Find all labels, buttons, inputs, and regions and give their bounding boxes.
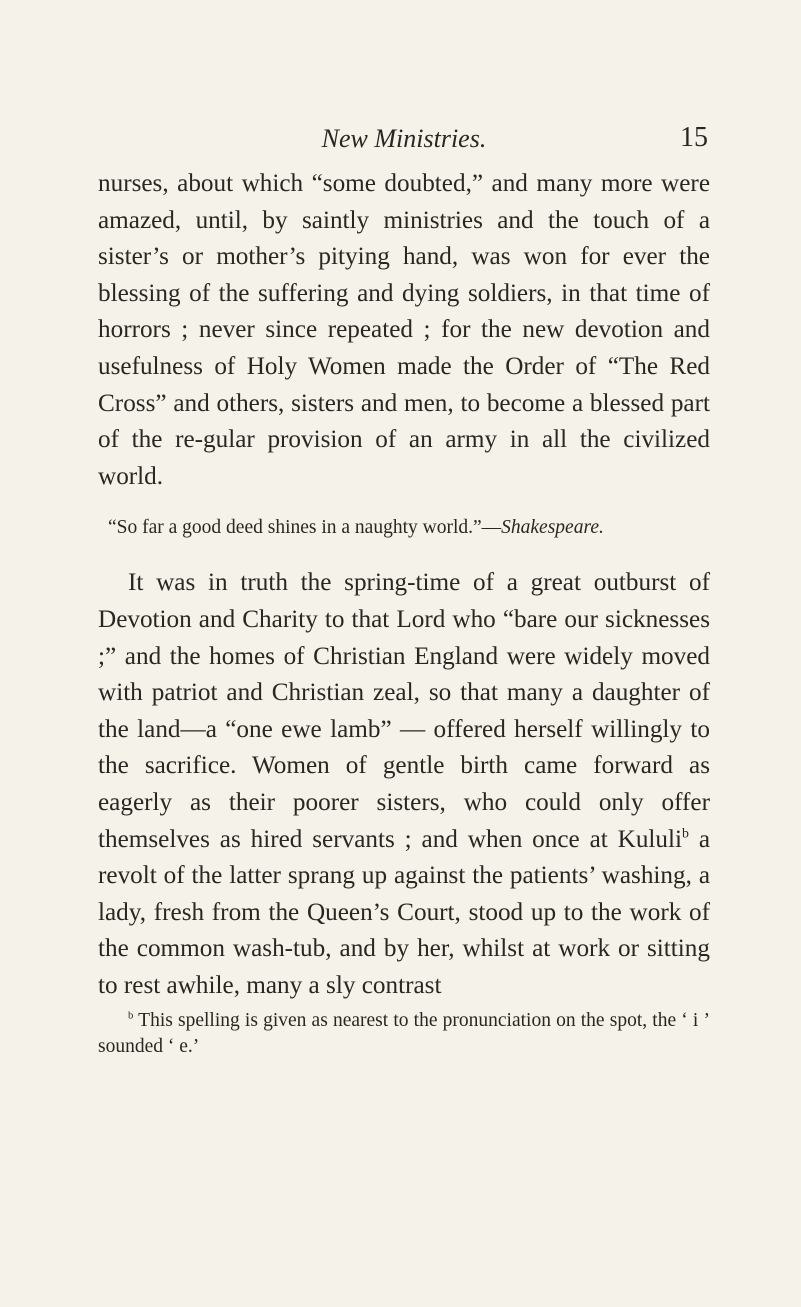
footnote	[98, 1008, 710, 1060]
footnote-reference: b	[682, 825, 689, 841]
running-head	[98, 122, 710, 158]
book-page	[98, 122, 710, 1080]
paragraph-1: nurses, about which “some doubted,” and many more were amazed, until, by saintly ministries and the touch of a sister’s or mother’s pitying hand, was won for ever the blessing of the suffering and dying soldiers, in that time of horrors ; never since repeated ; for the new devotion and usefulness of Holy Women made the Order of “The Red Cross” and others, sisters and men, to become a blessed part of the re-gular provision of an army in all the civilized world.	[98, 170, 710, 490]
quote-attribution: Shakespeare.	[501, 517, 604, 539]
running-title: New Ministries.	[321, 124, 487, 153]
quote-text: “So far a good deed shines in a naughty world.”—	[108, 517, 502, 539]
footnote-text: This spelling is given as nearest to the pronunciation on the spot, the ‘ i ’ sounded ‘ e.’	[98, 1010, 710, 1058]
footnote-marker: b	[128, 1009, 134, 1022]
paragraph-2	[98, 565, 710, 1004]
epigraph-quote	[98, 515, 710, 541]
paragraph-2-part-1: It was in truth the spring-time of a great outburst of Devotion and Charity to that Lord who “bare our sicknesses ;” and the homes of Christian England were widely moved with patriot and Christian zeal, so that many a daughter of the land—a “one ewe lamb” — offered herself willingly to the sacrifice. Women of gentle birth came forward as eagerly as their poorer sisters, who could only offer themselves as hired servants ; and when once at Kululi	[98, 569, 710, 853]
page-number: 15	[680, 122, 708, 153]
paragraph-2-part-2: a revolt of the latter sprang up against the patients’ washing, a lady, fresh from the Queen’s Court, stood up to the work of the common wash-tub, and by her, whilst at work or sitting to rest awhile, many a sly contrast	[98, 825, 710, 999]
